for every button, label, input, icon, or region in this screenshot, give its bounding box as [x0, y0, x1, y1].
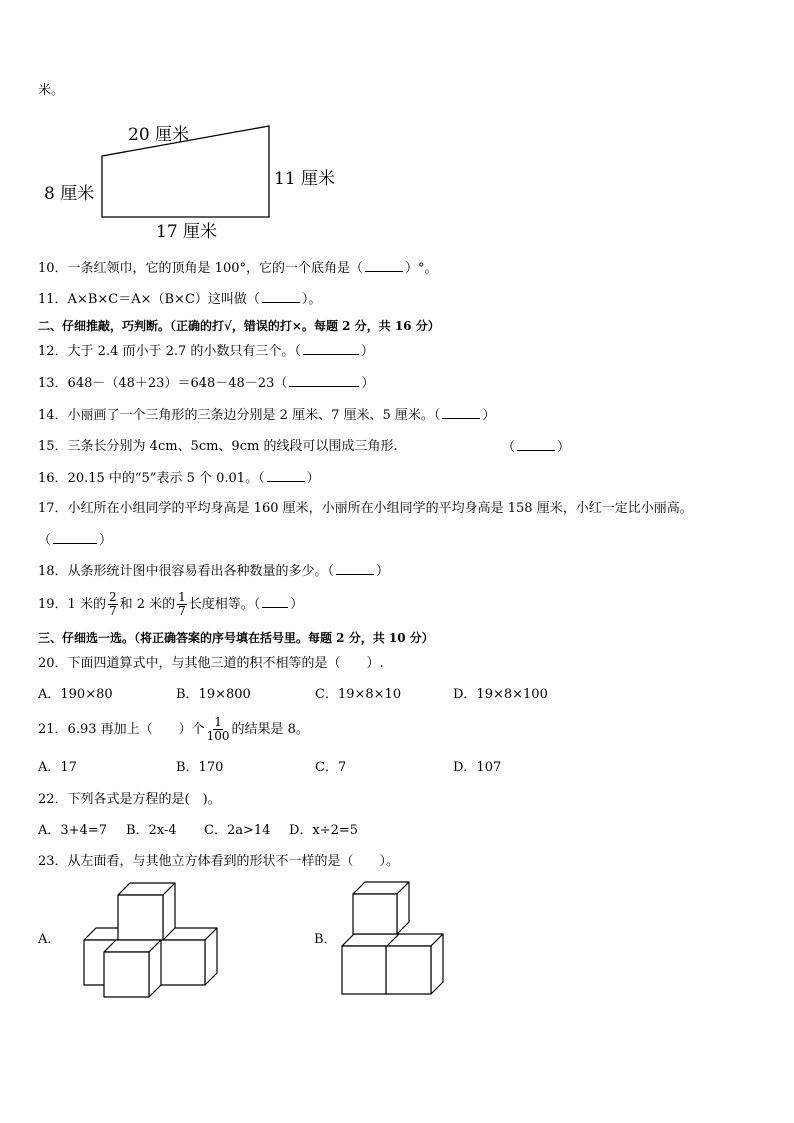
question-18: 18．从条形统计图中很容易看出各种数量的多少。（ ）: [38, 564, 390, 579]
trapezoid-right-label: 11 厘米: [274, 169, 336, 189]
option-b[interactable]: B．170: [176, 760, 224, 775]
option-a[interactable]: A．: [38, 932, 61, 947]
continued-text: 米。: [38, 83, 65, 98]
answer-blank[interactable]: [442, 407, 480, 419]
option-a[interactable]: A．3+4=7: [38, 823, 107, 838]
option-b[interactable]: B．2x-4: [126, 823, 177, 838]
option-c[interactable]: C．19×8×10: [315, 687, 402, 702]
answer-blank[interactable]: [517, 439, 555, 451]
option-a[interactable]: A．17: [38, 760, 77, 775]
question-15-answer: （ ）: [502, 440, 571, 455]
answer-blank[interactable]: [303, 343, 359, 355]
answer-blank[interactable]: [53, 532, 97, 544]
option-d[interactable]: D．107: [453, 760, 502, 775]
question-17: 17．小红所在小组同学的平均身高是 160 厘米，小丽所在小组同学的平均身高是 158 厘米，小红一定比小丽高。: [38, 501, 693, 516]
option-c[interactable]: C．7: [315, 760, 347, 775]
question-12: 12．大于 2.4 而小于 2.7 的小数只有三个。（ ）: [38, 344, 374, 359]
fraction-1-7: $\frac{1}{7}$: [178, 590, 186, 618]
answer-blank[interactable]: [267, 470, 305, 482]
trapezoid-bottom-label: 17 厘米: [156, 222, 218, 242]
option-b[interactable]: B．: [314, 932, 337, 947]
question-15: 15．三条长分别为 4cm、5cm、9cm 的线段可以围成三角形.: [38, 439, 398, 454]
answer-blank[interactable]: [365, 260, 403, 272]
question-13: 13．648－（48＋23）＝648－48－23（ ）: [38, 376, 375, 391]
question-21: 21．6.93 再加上（ ）个 $\frac{1}{100}$ 的结果是 8。: [38, 715, 309, 743]
question-10: 10．一条红领巾，它的顶角是 100°，它的一个底角是（ ）°。: [38, 261, 438, 276]
option-c[interactable]: C．2a>14: [204, 823, 271, 838]
cube-figure-b: [336, 878, 456, 1000]
section-2-heading: 二、仔细推敲，巧判断。（正确的打√，错误的打×。每题 2 分，共 16 分）: [38, 319, 440, 333]
answer-blank[interactable]: [289, 375, 359, 387]
question-14: 14．小丽画了一个三角形的三条边分别是 2 厘米、7 厘米、5 厘米。（ ）: [38, 408, 496, 423]
answer-blank[interactable]: [262, 291, 300, 303]
section-3-heading: 三、仔细选一选。（将正确答案的序号填在括号里。每题 2 分，共 10 分）: [38, 631, 434, 645]
question-16: 16．20.15 中的“5”表示 5 个 0.01。（ ）: [38, 471, 320, 486]
question-22: 22．下列各式是方程的是( )。: [38, 792, 221, 807]
question-17-answer: （ ）: [38, 533, 113, 548]
trapezoid-top-label: 20 厘米: [128, 125, 190, 145]
trapezoid-figure: [38, 118, 358, 243]
question-20: 20．下面四道算式中，与其他三道的积不相等的是（ ）.: [38, 656, 384, 671]
question-19: 19．1 米的 $\frac{2}{7}$ 和 2 米的 $\frac{1}{7}$ 长度相等。（ ）: [38, 590, 304, 618]
trapezoid-left-label: 8 厘米: [44, 184, 95, 204]
option-a[interactable]: A．190×80: [38, 687, 113, 702]
question-11: 11．A×B×C＝A×（B×C）这叫做（ ）。: [38, 292, 322, 307]
cube-figure-a: [70, 880, 225, 1002]
option-d[interactable]: D．19×8×100: [453, 687, 548, 702]
answer-blank[interactable]: [336, 563, 374, 575]
answer-blank[interactable]: [262, 596, 288, 608]
fraction-1-100: $\frac{1}{100}$: [206, 715, 230, 743]
option-d[interactable]: D．x÷2=5: [289, 823, 359, 838]
question-23: 23．从左面看，与其他立方体看到的形状不一样的是（ ）。: [38, 854, 400, 869]
fraction-2-7: $\frac{2}{7}$: [108, 590, 117, 618]
option-b[interactable]: B．19×800: [176, 687, 251, 702]
